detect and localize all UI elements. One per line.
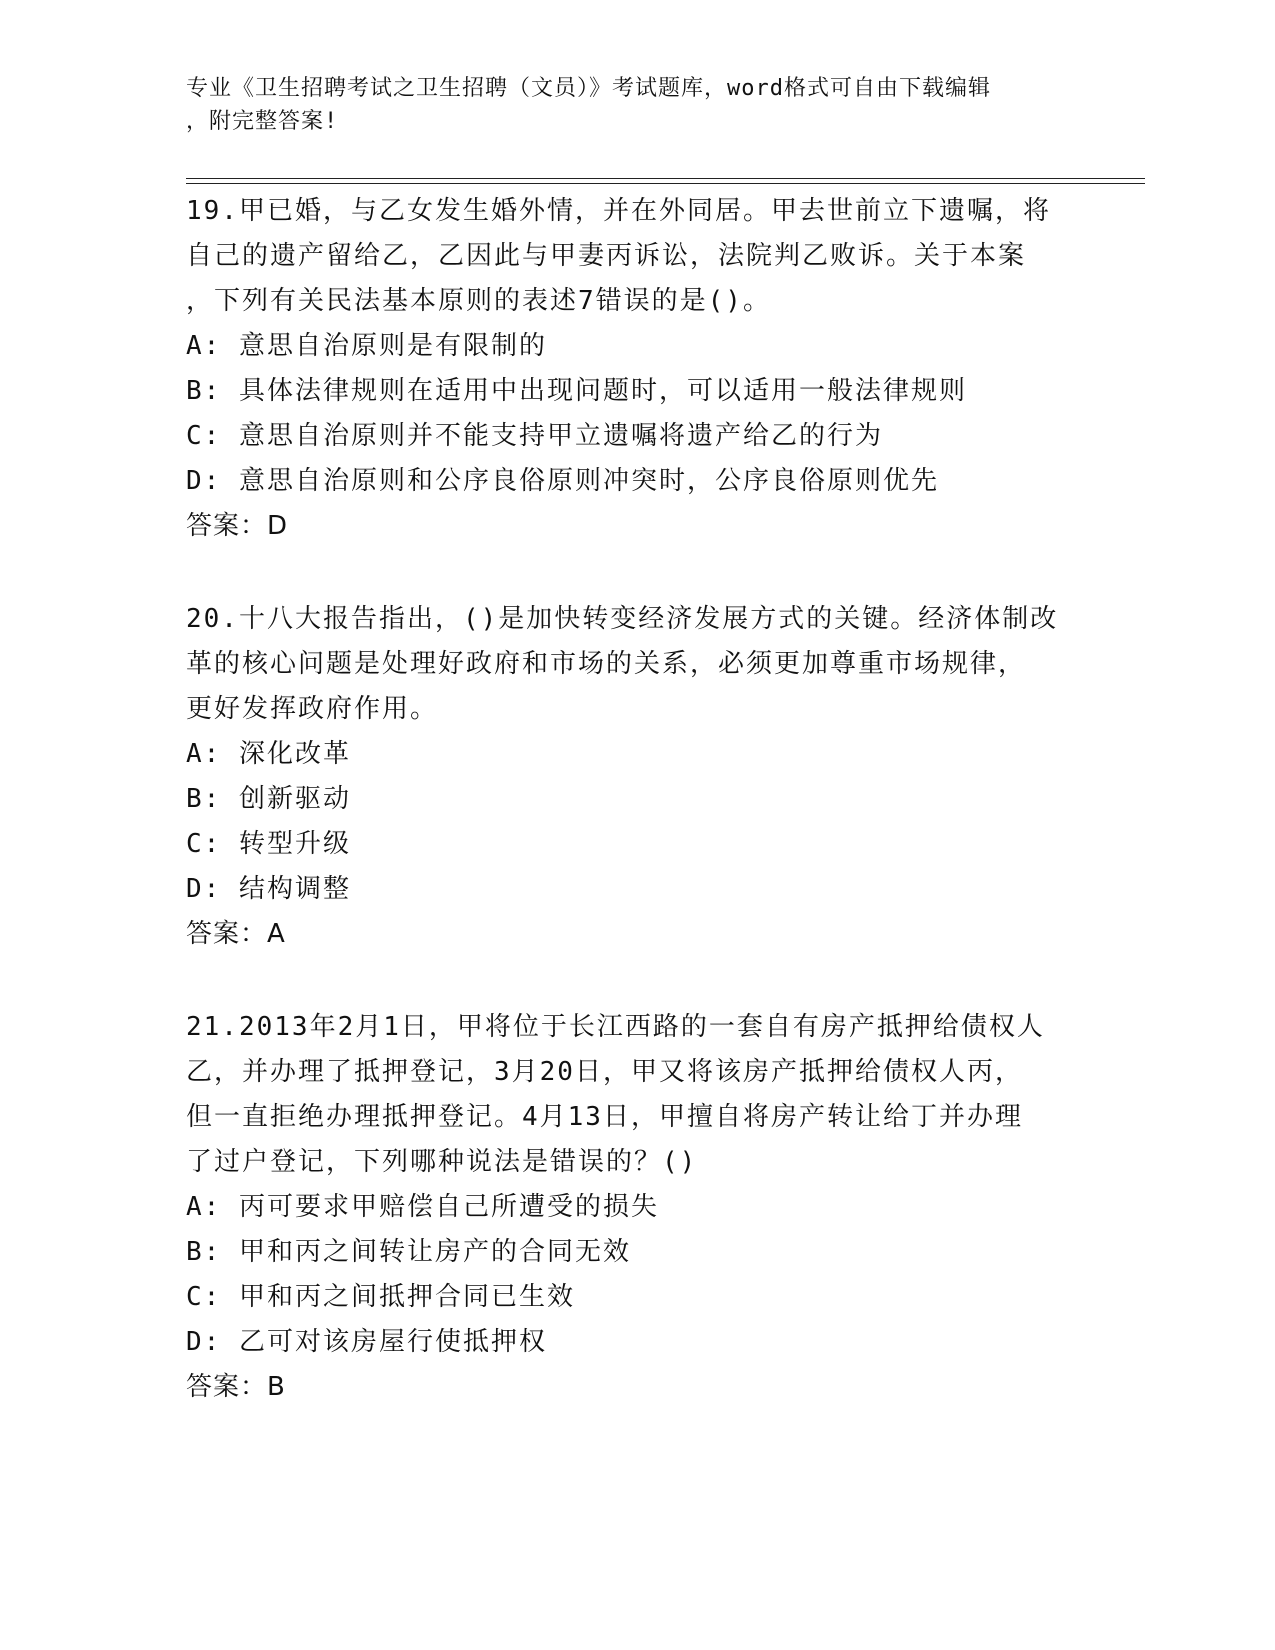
answer-line: 答案：B xyxy=(186,1372,286,1402)
header-divider-bottom xyxy=(186,183,1145,184)
question-20 xyxy=(186,597,1086,957)
question-19 xyxy=(186,189,1086,549)
option-c: C: 转型升级 xyxy=(186,829,351,859)
question-stem-line: 更好发挥政府作用。 xyxy=(186,694,439,724)
question-stem-line: 革的核心问题是处理好政府和市场的关系，必须更加尊重市场规律， xyxy=(186,649,1027,679)
option-c: C: 意思自治原则并不能支持甲立遗嘱将遗产给乙的行为 xyxy=(186,421,883,451)
question-21 xyxy=(186,1005,1086,1410)
header-line-2: ，附完整答案! xyxy=(186,109,339,134)
question-stem-line: 自己的遗产留给乙，乙因此与甲妻丙诉讼，法院判乙败诉。关于本案 xyxy=(186,241,1027,271)
question-stem-line: 21.2013年2月1日，甲将位于长江西路的一套自有房产抵押给债权人 xyxy=(186,1012,1045,1042)
option-d: D: 意思自治原则和公序良俗原则冲突时，公序良俗原则优先 xyxy=(186,466,939,496)
question-stem-line: 了过户登记，下列哪种说法是错误的？() xyxy=(186,1147,698,1177)
question-stem-line: 20.十八大报告指出，()是加快转变经济发展方式的关键。经济体制改 xyxy=(186,604,1059,634)
question-stem-line: 19.甲已婚，与乙女发生婚外情，并在外同居。甲去世前立下遗嘱，将 xyxy=(186,196,1051,226)
question-stem-line: 但一直拒绝办理抵押登记。4月13日，甲擅自将房产转让给丁并办理 xyxy=(186,1102,1023,1132)
question-stem-line: ，下列有关民法基本原则的表述7错误的是()。 xyxy=(186,286,771,316)
header-divider-top xyxy=(186,178,1145,179)
option-b: B: 甲和丙之间转让房产的合同无效 xyxy=(186,1237,631,1267)
header-line-1: 专业《卫生招聘考试之卫生招聘（文员）》考试题库，word格式可自由下载编辑 xyxy=(186,76,991,101)
answer-line: 答案：D xyxy=(186,511,289,541)
option-a: A: 丙可要求甲赔偿自己所遭受的损失 xyxy=(186,1192,659,1222)
option-b: B: 具体法律规则在适用中出现问题时，可以适用一般法律规则 xyxy=(186,376,967,406)
document-header xyxy=(186,72,1066,138)
question-stem-line: 乙，并办理了抵押登记，3月20日，甲又将该房产抵押给债权人丙， xyxy=(186,1057,1023,1087)
answer-line: 答案：A xyxy=(186,919,286,949)
option-d: D: 结构调整 xyxy=(186,874,351,904)
option-a: A: 深化改革 xyxy=(186,739,351,769)
option-a: A: 意思自治原则是有限制的 xyxy=(186,331,547,361)
option-c: C: 甲和丙之间抵押合同已生效 xyxy=(186,1282,575,1312)
option-b: B: 创新驱动 xyxy=(186,784,351,814)
option-d: D: 乙可对该房屋行使抵押权 xyxy=(186,1327,547,1357)
